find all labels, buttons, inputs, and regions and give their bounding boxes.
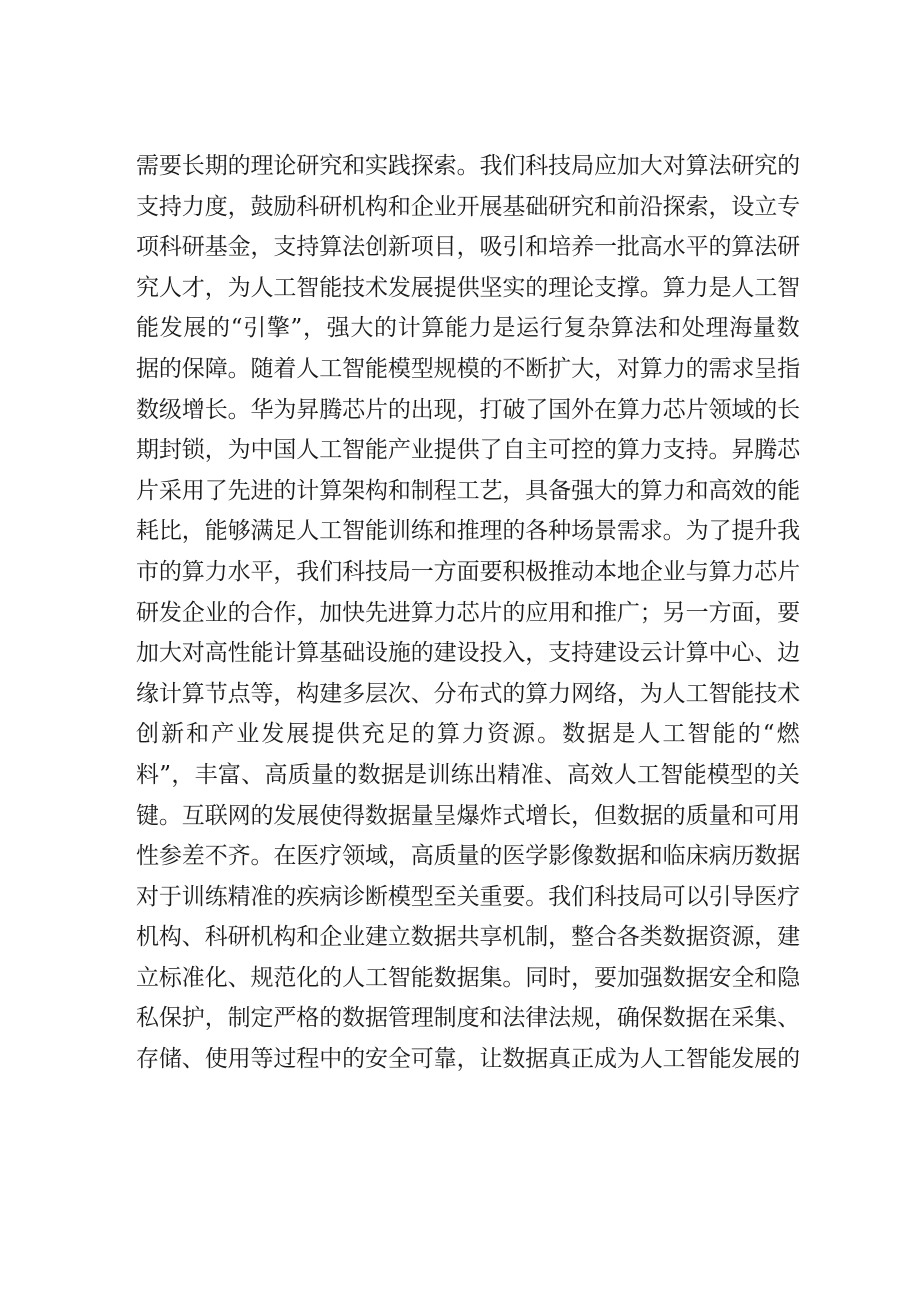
text-line: 机构、科研机构和企业建立数据共享机制，整合各类数据资源，建 (136, 924, 800, 951)
text-line: 能发展的“引擎”，强大的计算能力是运行复杂算法和处理海量数 (136, 315, 800, 342)
text-line: 支持力度，鼓励科研机构和企业开展基础研究和前沿探索，设立专 (136, 193, 800, 220)
text-line: 市的算力水平，我们科技局一方面要积极推动本地企业与算力芯片 (136, 558, 800, 585)
text-line: 存储、使用等过程中的安全可靠，让数据真正成为人工智能发展的 (136, 1046, 800, 1073)
text-line: 立标准化、规范化的人工智能数据集。同时，要加强数据安全和隐 (136, 964, 800, 991)
text-line: 据的保障。随着人工智能模型规模的不断扩大，对算力的需求呈指 (136, 355, 800, 382)
text-line: 加大对高性能计算基础设施的建设投入，支持建设云计算中心、边 (136, 640, 800, 667)
text-line: 研发企业的合作，加快先进算力芯片的应用和推广；另一方面，要 (136, 599, 800, 626)
text-line: 需要长期的理论研究和实践探索。我们科技局应加大对算法研究的 (136, 153, 800, 179)
text-line: 究人才，为人工智能技术发展提供坚实的理论支撑。算力是人工智 (136, 274, 800, 301)
body-paragraph (136, 146, 800, 1080)
text-line: 期封锁，为中国人工智能产业提供了自主可控的算力支持。昇腾芯 (136, 437, 800, 464)
text-line: 数级增长。华为昇腾芯片的出现，打破了国外在算力芯片领域的长 (136, 396, 800, 423)
text-line: 料”，丰富、高质量的数据是训练出精准、高效人工智能模型的关 (136, 761, 800, 788)
text-line: 片采用了先进的计算架构和制程工艺，具备强大的算力和高效的能 (136, 477, 800, 504)
text-line: 缘计算节点等，构建多层次、分布式的算力网络，为人工智能技术 (136, 680, 800, 707)
text-line: 对于训练精准的疾病诊断模型至关重要。我们科技局可以引导医疗 (136, 883, 800, 910)
text-line: 私保护，制定严格的数据管理制度和法律法规，确保数据在采集、 (136, 1005, 800, 1032)
text-line: 项科研基金，支持算法创新项目，吸引和培养一批高水平的算法研 (136, 234, 800, 261)
text-line: 键。互联网的发展使得数据量呈爆炸式增长，但数据的质量和可用 (136, 802, 800, 829)
text-line: 创新和产业发展提供充足的算力资源。数据是人工智能的“燃 (136, 721, 800, 748)
text-line: 耗比，能够满足人工智能训练和推理的各种场景需求。为了提升我 (136, 518, 800, 545)
text-line: 性参差不齐。在医疗领域，高质量的医学影像数据和临床病历数据 (136, 843, 800, 870)
